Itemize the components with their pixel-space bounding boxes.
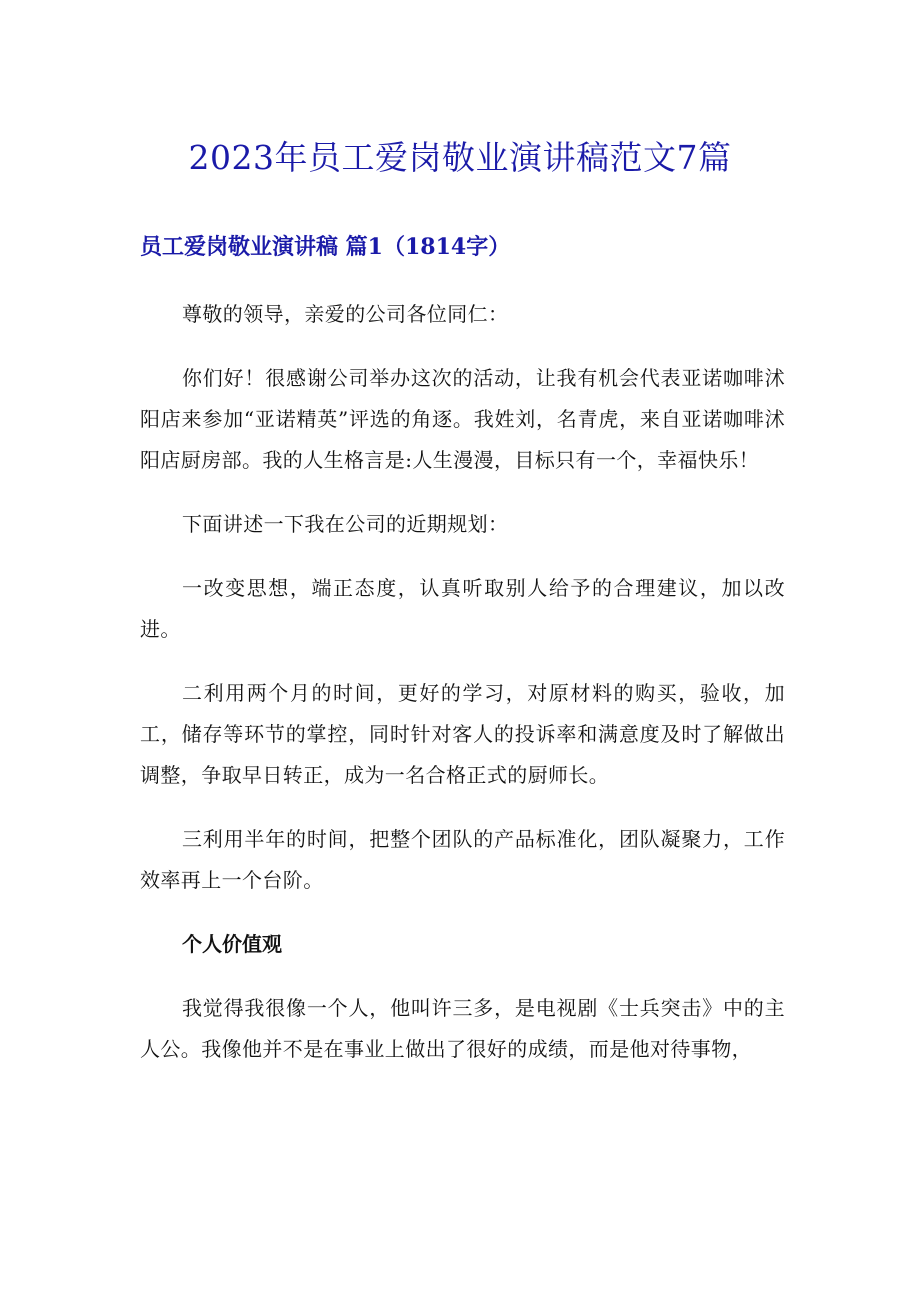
paragraph-values: 我觉得我很像一个人，他叫许三多，是电视剧《士兵突击》中的主人公。我像他并不是在事业上做出了很好的成绩，而是他对待事物，	[140, 996, 785, 1061]
paragraph-introduction: 你们好！很感谢公司举办这次的活动，让我有机会代表亚诺咖啡沭阳店来参加“亚诺精英”评选的角逐。我姓刘，名青虎，来自亚诺咖啡沭阳店厨房部。我的人生格言是:人生漫漫，目标只有一个，幸福快乐！	[140, 366, 785, 472]
paragraph-plan-three: 三利用半年的时间，把整个团队的产品标准化，团队凝聚力，工作效率再上一个台阶。	[140, 827, 785, 892]
paragraph-plan-one: 一改变思想，端正态度，认真听取别人给予的合理建议，加以改进。	[140, 576, 785, 641]
paragraph-plan-intro: 下面讲述一下我在公司的近期规划：	[182, 512, 509, 536]
body-text	[140, 294, 785, 1093]
subheading-values: 个人价值观	[182, 932, 282, 956]
paragraph-greeting: 尊敬的领导，亲爱的公司各位同仁：	[182, 302, 509, 326]
paragraph-plan-two: 二利用两个月的时间，更好的学习，对原材料的购买，验收，加工，储存等环节的掌控，同时针对客人的投诉率和满意度及时了解做出调整，争取早日转正，成为一名合格正式的厨师长。	[140, 681, 785, 787]
section-heading: 员工爱岗敬业演讲稿 篇1（1814字）	[140, 234, 511, 260]
document-title: 2023年员工爱岗敬业演讲稿范文7篇	[188, 138, 732, 177]
